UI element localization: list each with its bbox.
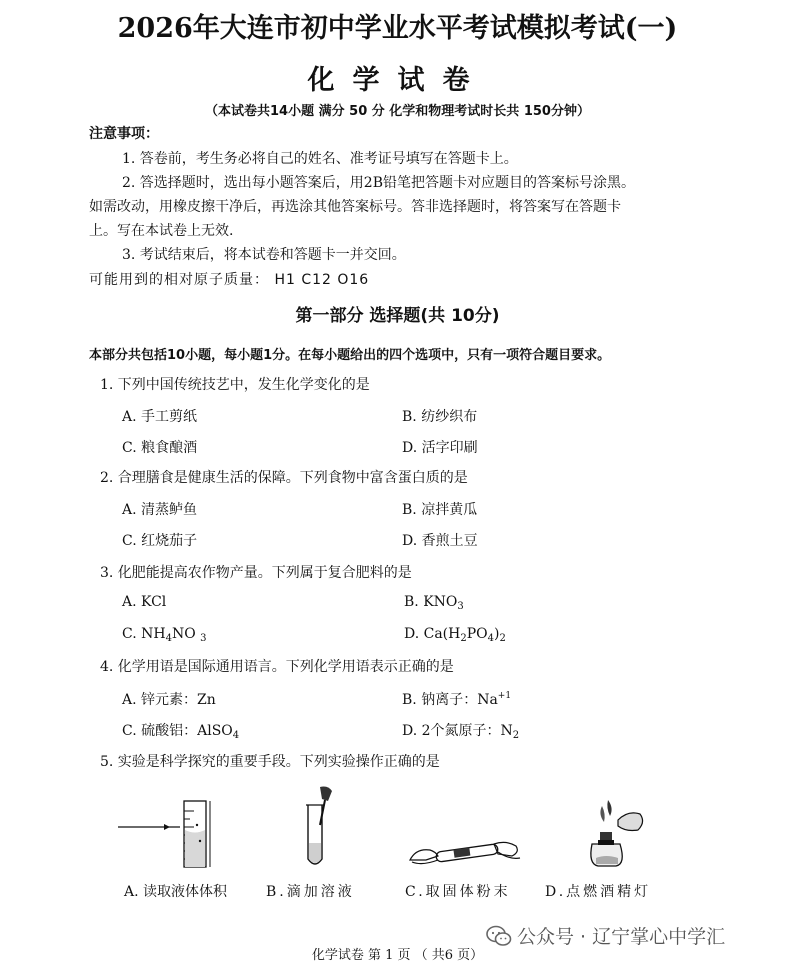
question-5-stem: 5. 实验是科学探究的重要手段。下列实验操作正确的是: [100, 754, 440, 770]
question-1-option-a: A. 手工剪纸: [122, 409, 198, 425]
section-intro: 本部分共包括10小题，每小题1分。在每小题给出的四个选项中，只有一项符合题目要求。: [89, 348, 611, 363]
exam-note: （本试卷共14小题 满分 50 分 化学和物理考试时长共 150分钟）: [205, 104, 590, 119]
question-5-option-c: C.取固体粉末: [405, 884, 511, 900]
atomic-masses: 可能用到的相对原子质量： H1 C12 O16: [89, 272, 370, 288]
question-3-option-a: A. KCl: [122, 594, 167, 610]
question-5-option-d: D.点燃酒精灯: [545, 884, 652, 900]
question-3-stem: 3. 化肥能提高农作物产量。下列属于复合肥料的是: [100, 565, 412, 581]
figure-light-alcohol-lamp: [578, 796, 648, 871]
question-2-option-b: B. 凉拌黄瓜: [402, 502, 478, 518]
instruction-item-1: 1. 答卷前，考生务必将自己的姓名、准考证号填写在答题卡上。: [122, 151, 518, 167]
question-1-stem: 1. 下列中国传统技艺中，发生化学变化的是: [100, 377, 370, 393]
exam-subtitle: 化学试卷: [307, 65, 488, 96]
question-1-option-d: D. 活字印刷: [402, 440, 478, 456]
question-4-stem: 4. 化学用语是国际通用语言。下列化学用语表示正确的是: [100, 659, 454, 675]
page-footer: 化学试卷 第 1 页 （ 共6 页）: [311, 948, 484, 963]
question-5-option-b: B.滴加溶液: [266, 884, 355, 900]
watermark-text: 公众号 · 辽宁掌心中学汇: [517, 926, 726, 948]
question-2-stem: 2. 合理膳食是健康生活的保障。下列食物中富含蛋白质的是: [100, 470, 468, 486]
instruction-item-2-line-2: 如需改动，用橡皮擦干净后，再选涂其他答案标号。答非选择题时，将答案写在答题卡: [89, 199, 621, 215]
question-4-option-b: B. 钠离子：$Na^{+1}$: [402, 691, 512, 708]
question-5-option-a: A. 读取液体体积: [124, 884, 228, 900]
question-3-option-d: D. $Ca(H_2PO_4)_2$: [404, 626, 506, 644]
question-1-option-c: C. 粮食酿酒: [122, 440, 198, 456]
figure-drip-solution: [298, 785, 348, 870]
instruction-item-2-line-1: 2. 答选择题时，选出每小题答案后，用2B铅笔把答题卡对应题目的答案标号涂黑。: [122, 175, 636, 191]
question-1-option-b: B. 纺纱织布: [402, 409, 478, 425]
figure-take-solid-powder: [408, 830, 523, 870]
exam-title: 2026年大连市初中学业水平考试模拟考试(一): [117, 13, 678, 44]
question-2-option-c: C. 红烧茄子: [122, 533, 198, 549]
question-2-option-a: A. 清蒸鲈鱼: [122, 502, 198, 518]
section-title: 第一部分 选择题(共 10分): [295, 306, 500, 326]
question-4-option-c: C. 硫酸铝：AlSO$_4$: [122, 723, 240, 741]
instruction-item-3: 3. 考试结束后，将本试卷和答题卡一并交回。: [122, 247, 406, 263]
figure-read-liquid-volume: [118, 797, 218, 872]
question-3-option-b: B. $KNO_3$: [404, 594, 464, 612]
question-2-option-d: D. 香煎土豆: [402, 533, 478, 549]
instructions-heading: 注意事项：: [89, 126, 159, 142]
question-4-option-d: D. 2个氮原子：$N_2$: [402, 723, 520, 741]
question-4-option-a: A. 锌元素：Zn: [122, 692, 216, 708]
question-3-option-c: C. $NH_4NO$ $_3$: [122, 626, 207, 644]
instruction-item-2-line-3: 上。写在本试卷上无效.: [89, 223, 234, 239]
